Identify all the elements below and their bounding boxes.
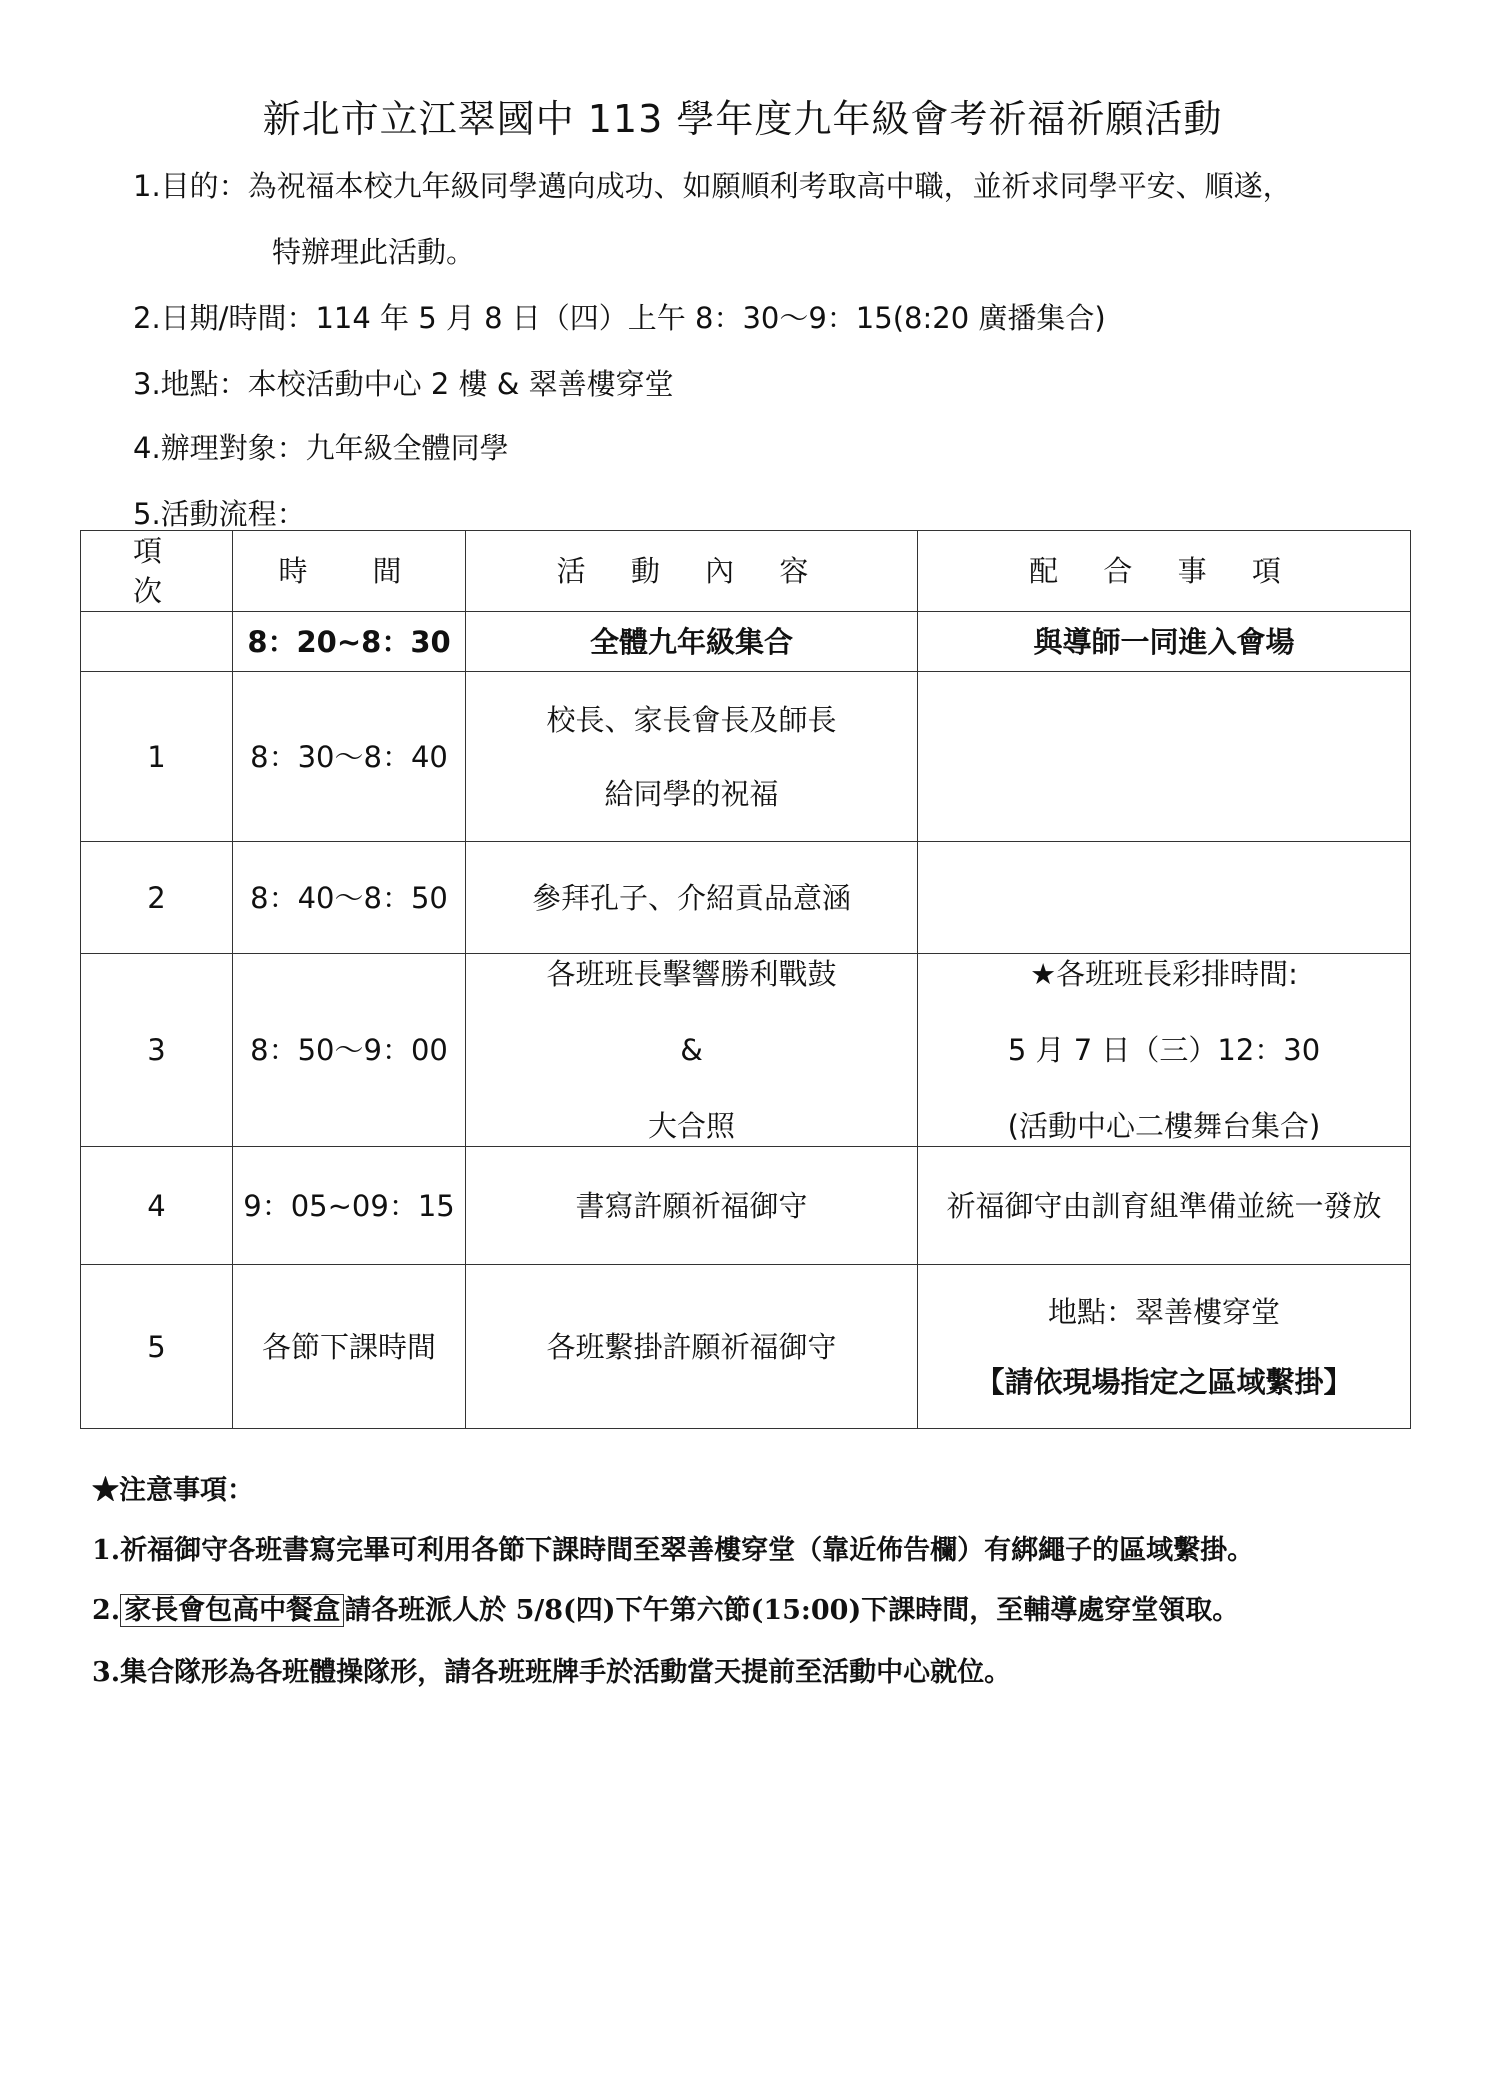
header-time: 時 間 xyxy=(233,531,466,612)
content-line: & xyxy=(680,1033,703,1067)
header-item-number: 項 次 xyxy=(81,531,233,612)
gather-note: 與導師一同進入會場 xyxy=(918,612,1411,672)
row-content xyxy=(466,1147,918,1265)
table-row xyxy=(81,672,1411,842)
row-content xyxy=(466,842,918,954)
row-note xyxy=(918,842,1411,954)
content-line: 給同學的祝福 xyxy=(604,776,779,811)
row-note xyxy=(918,1265,1411,1429)
note-item-1: 1.祈福御守各班書寫完畢可利用各節下課時間至翠善樓穿堂（靠近佈告欄）有綁繩子的區域繫掛。 xyxy=(92,1535,1255,1566)
row-number: 4 xyxy=(81,1147,233,1265)
info-location: 3.地點：本校活動中心 2 樓 & 翠善樓穿堂 xyxy=(133,367,674,401)
row-note xyxy=(918,672,1411,842)
note-line: 祈福御守由訓育組準備並統一發放 xyxy=(946,1188,1382,1223)
table-row xyxy=(81,842,1411,954)
header-content: 活 動 內 容 xyxy=(466,531,918,612)
content-line: 書寫許願祈福御守 xyxy=(575,1188,808,1223)
row-time: 8：30～8：40 xyxy=(233,672,466,842)
note-line: ★各班班長彩排時間: xyxy=(1030,957,1298,991)
info-audience: 4.辦理對象：九年級全體同學 xyxy=(133,431,509,465)
note-line: 地點：翠善樓穿堂 xyxy=(1047,1294,1280,1329)
content-line: 校長、家長會長及師長 xyxy=(546,702,837,737)
page-title: 新北市立江翠國中 113 學年度九年級會考祈福祈願活動 xyxy=(262,97,1223,141)
table-row xyxy=(81,1147,1411,1265)
note-line: 5 月 7 日（三）12：30 xyxy=(1007,1033,1321,1067)
table-row xyxy=(81,1265,1411,1429)
gather-number xyxy=(81,612,233,672)
row-number: 1 xyxy=(81,672,233,842)
note-line: 【請依現場指定之區域繫掛】 xyxy=(975,1364,1353,1399)
row-note xyxy=(918,1147,1411,1265)
gather-time: 8：20~8：30 xyxy=(233,612,466,672)
table-row xyxy=(81,954,1411,1147)
content-line: 大合照 xyxy=(647,1109,735,1143)
table-header-row xyxy=(81,531,1411,612)
gather-content: 全體九年級集合 xyxy=(466,612,918,672)
content-line: 參拜孔子、介紹貢品意涵 xyxy=(531,880,851,915)
info-purpose: 1.目的：為祝福本校九年級同學邁向成功、如願順利考取高中職，並祈求同學平安、順遂， xyxy=(133,169,1292,203)
row-time: 8：40～8：50 xyxy=(233,842,466,954)
row-time: 各節下課時間 xyxy=(233,1265,466,1429)
content-line: 各班繫掛許願祈福御守 xyxy=(546,1329,837,1364)
content-line: 各班班長擊響勝利戰鼓 xyxy=(546,957,837,991)
note-item-2-prefix: 2. xyxy=(92,1595,121,1626)
row-content xyxy=(466,672,918,842)
row-content xyxy=(466,954,918,1147)
row-content xyxy=(466,1265,918,1429)
note-line: (活動中心二樓舞台集合) xyxy=(1007,1109,1321,1143)
info-flow-label: 5.活動流程： xyxy=(133,497,306,531)
header-notes: 配 合 事 項 xyxy=(918,531,1411,612)
note-item-2-text: 請各班派人於 5/8(四)下午第六節(15:00)下課時間，至輔導處穿堂領取。 xyxy=(344,1595,1240,1626)
info-datetime: 2.日期/時間：114 年 5 月 8 日（四）上午 8：30～9：15(8:20 廣播集合) xyxy=(133,301,1106,335)
row-note xyxy=(918,954,1411,1147)
notes-heading: ★注意事項： xyxy=(92,1475,254,1506)
row-time: 9：05~09：15 xyxy=(233,1147,466,1265)
row-number: 3 xyxy=(81,954,233,1147)
row-number: 5 xyxy=(81,1265,233,1429)
info-purpose-continued: 特辦理此活動。 xyxy=(272,235,476,269)
note-item-3: 3.集合隊形為各班體操隊形，請各班班牌手於活動當天提前至活動中心就位。 xyxy=(92,1657,1012,1688)
note-item-2 xyxy=(92,1588,1239,1627)
row-number: 2 xyxy=(81,842,233,954)
table-row-gather xyxy=(81,612,1411,672)
activity-flow-table xyxy=(80,530,1411,1429)
row-time: 8：50～9：00 xyxy=(233,954,466,1147)
note-item-2-highlight: 家長會包高中餐盒 xyxy=(120,1594,344,1627)
